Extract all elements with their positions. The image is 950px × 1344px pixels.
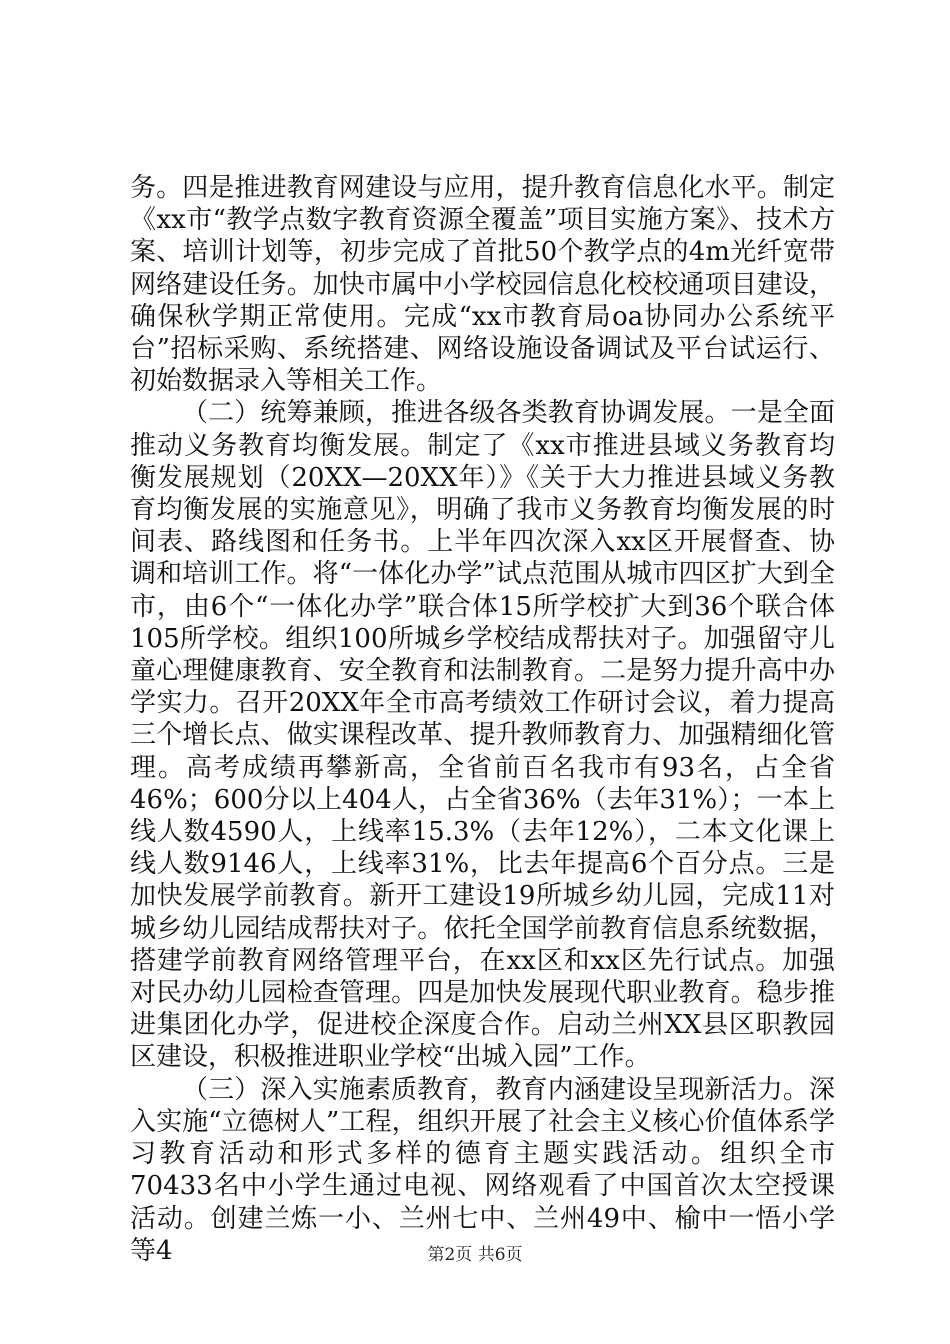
paragraph-section-two: （二）统筹兼顾，推进各级各类教育协调发展。一是全面推动义务教育均衡发展。制定了《xx市推进县域义务教育均衡发展规划（20XX—20XX年）》《关于大力推进县域义务教育均衡发展的实施意见》，明确了我市义务教育均衡发展的时间表、路线图和任务书。上半年四次深入xx区开展督查、协调和培训工作。将“一体化办学”试点范围从城市四区扩大到全市，由6个“一体化办学”联合体15所学校扩大到36个联合体105所学校。组织100所城乡学校结成帮扶对子。加强留守儿童心理健康教育、安全教育和法制教育。二是努力提升高中办学实力。召开20XX年全市高考绩效工作研讨会议，着力提高三个增长点、做实课程改革、提升教师教育力、加强精细化管理。高考成绩再攀新高，全省前百名我市有93名，占全省46%；600分以上404人，占全省36%（去年31%）；一本上线人数4590人，上线率15.3%（去年12%），二本文化课上线人数9146人，上线率31%，比去年提高6个百分点。三是加快发展学前教育。新开工建设19所城乡幼儿园，完成11对城乡幼儿园结成帮扶对子。依托全国学前教育信息系统数据，搭建学前教育网络管理平台，在xx区和xx区先行试点。加强对民办幼儿园检查管理。四是加快发展现代职业教育。稳步推进集团化办学，促进校企深度合作。启动兰州XX县区职教园区建设，积极推进职业学校“出城入园”工作。 (130, 398, 835, 1073)
paragraph-section-three: （三）深入实施素质教育，教育内涵建设呈现新活力。深入实施“立德树人”工程，组织开展了社会主义核心价值体系学习教育活动和形式多样的德育主题实践活动。组织全市70433名中小学生通过电视、网络观看了中国首次太空授课活动。创建兰炼一小、兰州七中、兰州49中、榆中一悟小学等4 (130, 1074, 835, 1266)
document-body (130, 172, 835, 1267)
page-footer (0, 1244, 950, 1266)
page-number-label: 第2页 共6页 (427, 1245, 523, 1265)
paragraph-continuation: 务。四是推进教育网建设与应用，提升教育信息化水平。制定《xx市“教学点数字教育资源全覆盖”项目实施方案》、技术方案、培训计划等，初步完成了首批50个教学点的4m光纤宽带网络建设任务。加快市属中小学校园信息化校校通项目建设，确保秋学期正常使用。完成“xx市教育局oa协同办公系统平台”招标采购、系统搭建、网络设施设备调试及平台试运行、初始数据录入等相关工作。 (130, 173, 835, 397)
